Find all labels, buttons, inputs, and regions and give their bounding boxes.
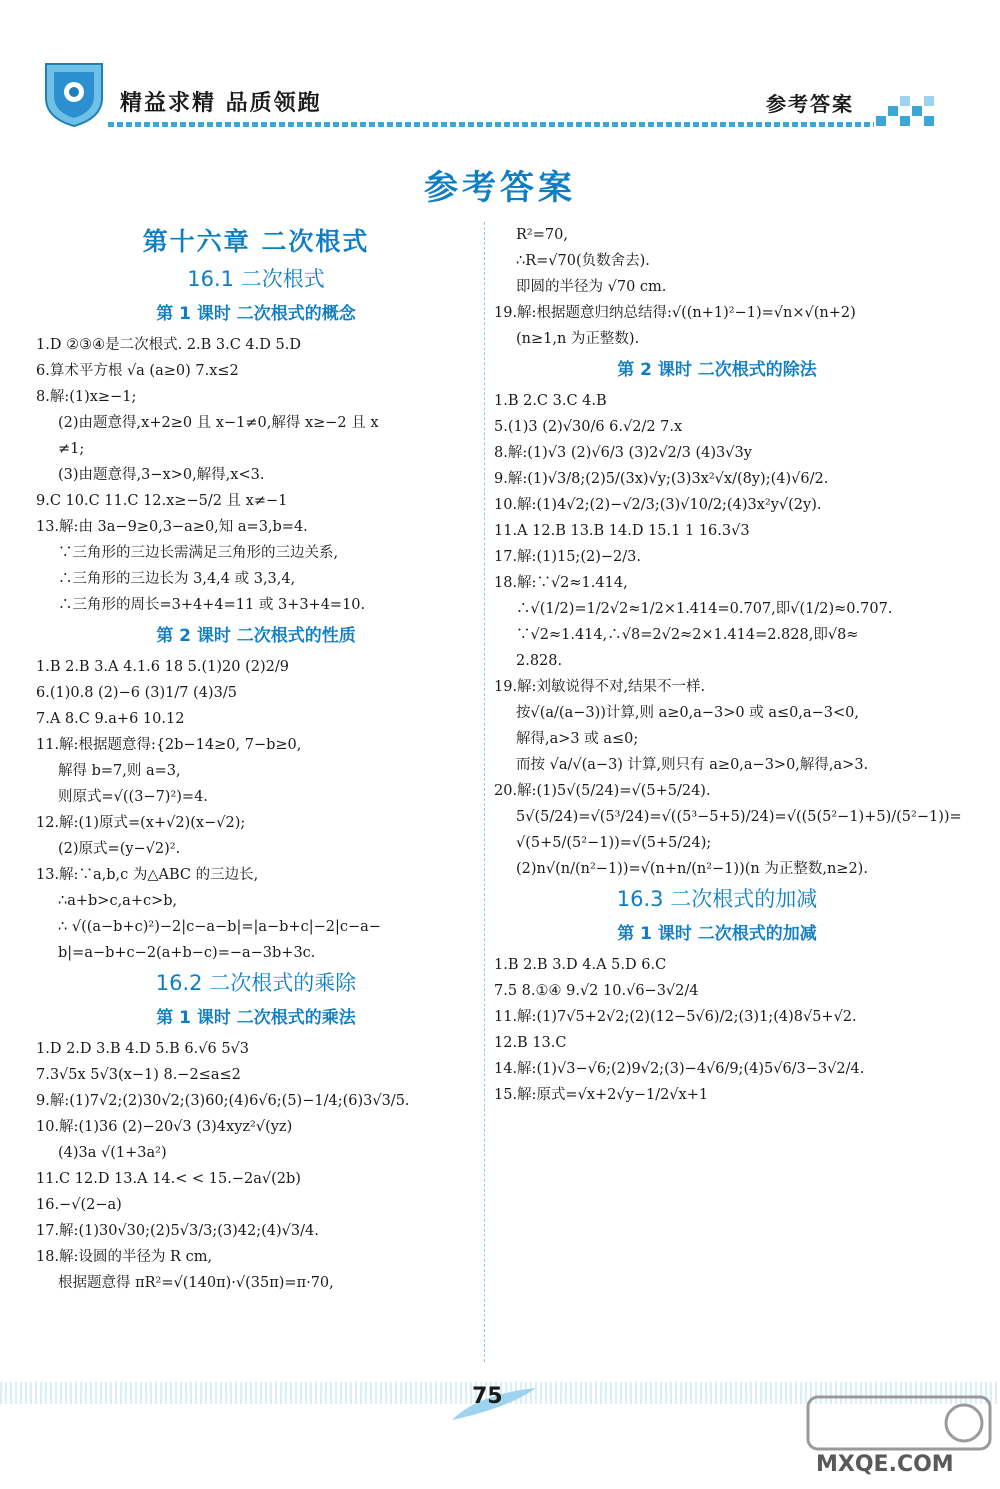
answer-line-continued: 则原式=√((3−7)²)=4.	[58, 789, 208, 805]
answer-line-continued: √(5+5/(5²−1))=√(5+5/24);	[516, 835, 712, 851]
answer-line: 18.解:设圆的半径为 R cm,	[36, 1249, 213, 1265]
answer-line: 11.解:(1)7√5+2√2;(2)(12−5√6)/2;(3)1;(4)8√5+√2.	[494, 1009, 857, 1025]
page-number: 75	[472, 1384, 503, 1409]
answer-line-continued: 解得,a>3 或 a≤0;	[516, 731, 639, 747]
answer-line: 17.解:(1)30√30;(2)5√3/3;(3)42;(4)√3/4.	[36, 1223, 319, 1239]
answer-line-continued: 解得 b=7,则 a=3,	[58, 763, 181, 779]
lesson-heading: 第 2 课时 二次根式的性质	[156, 626, 356, 646]
answer-line-continued: (2)n√(n/(n²−1))=√(n+n/(n²−1))(n 为正整数,n≥2).	[516, 861, 868, 877]
answer-line: 10.解:(1)4√2;(2)−√2/3;(3)√10/2;(4)3x²y√(2y).	[494, 497, 822, 513]
answer-line: 13.解:∵a,b,c 为△ABC 的三边长,	[36, 867, 259, 883]
answer-line-continued: ∴√(1/2)=1/2√2≈1/2×1.414=0.707,即√(1/2)≈0.707.	[516, 601, 893, 617]
answer-line: 11.解:根据题意得:{2b−14≥0, 7−b≥0,	[36, 737, 302, 753]
header-right-label: 参考答案	[766, 92, 854, 116]
answer-line-continued: (2)由题意得,x+2≥0 且 x−1≠0,解得 x≥−2 且 x	[58, 415, 379, 431]
answer-line: 15.解:原式=√x+2√y−1/2√x+1	[494, 1087, 709, 1103]
answer-line-continued: 按√(a/(a−3))计算,则 a≥0,a−3>0 或 a≤0,a−3<0,	[516, 705, 860, 721]
checker-decoration-icon	[876, 88, 936, 128]
answer-line: 13.解:由 3a−9≥0,3−a≥0,知 a=3,b=4.	[36, 519, 308, 535]
answer-line-continued: ∴三角形的周长=3+4+4=11 或 3+3+4=10.	[58, 597, 366, 613]
lesson-heading: 第 2 课时 二次根式的除法	[617, 360, 817, 380]
answer-line: 9.解:(1)√3/8;(2)5/(3x)√y;(3)3x²√x/(8y);(4)√6/2.	[494, 471, 829, 487]
answer-line: 19.解:刘敏说得不对,结果不一样.	[494, 679, 706, 695]
header-divider	[108, 122, 874, 127]
section-heading: 16.1 二次根式	[187, 267, 325, 291]
answer-line: 14.解:(1)√3−√6;(2)9√2;(3)−4√6/9;(4)5√6/3−3√2/4.	[494, 1061, 865, 1077]
lesson-heading: 第 1 课时 二次根式的乘法	[156, 1008, 356, 1028]
answer-line: 7.A 8.C 9.a+6 10.12	[36, 711, 185, 727]
answer-line-continued: (4)3a √(1+3a²)	[58, 1145, 167, 1161]
answer-line-continued: 即圆的半径为 √70 cm.	[516, 279, 667, 295]
answer-line: 10.解:(1)36 (2)−20√3 (3)4xyz²√(yz)	[36, 1119, 293, 1135]
answer-line: 12.B 13.C	[494, 1035, 567, 1051]
section-heading: 16.2 二次根式的乘除	[155, 971, 357, 995]
answer-line-continued: ∴ √((a−b+c)²)−2|c−a−b|=|a−b+c|−2|c−a−	[58, 919, 381, 935]
lesson-heading: 第 1 课时 二次根式的加减	[617, 924, 817, 944]
answer-line: 9.解:(1)7√2;(2)30√2;(3)60;(4)6√6;(5)−1/4;(6)3√3/5.	[36, 1093, 410, 1109]
header-slogan: 精益求精 品质领跑	[120, 91, 322, 116]
answer-line: 9.C 10.C 11.C 12.x≥−5/2 且 x≠−1	[36, 493, 288, 509]
answer-line-continued: ∵√2≈1.414,∴√8=2√2≈2×1.414=2.828,即√8≈	[516, 627, 859, 643]
answer-line: 8.解:(1)√3 (2)√6/3 (3)2√2/3 (4)3√3y	[494, 445, 752, 461]
answer-line: 7.3√5x 5√3(x−1) 8.−2≤a≤2	[36, 1067, 241, 1083]
answer-line: 1.D 2.D 3.B 4.D 5.B 6.√6 5√3	[36, 1041, 250, 1057]
answer-line-continued: (n≥1,n 为正整数).	[516, 331, 640, 347]
answer-line: 1.D ②③④是二次根式. 2.B 3.C 4.D 5.D	[36, 337, 301, 353]
page-header	[0, 0, 1000, 140]
chapter-heading: 第十六章 二次根式	[142, 227, 370, 256]
answer-line-continued: 2.828.	[516, 653, 563, 669]
answer-line: 11.C 12.D 13.A 14.< < 15.−2a√(2b)	[36, 1171, 301, 1187]
answer-line: 18.解:∵√2≈1.414,	[494, 575, 628, 591]
answer-line: 5.(1)3 (2)√30/6 6.√2/2 7.x	[494, 419, 683, 435]
answer-line-continued: 而按 √a/√(a−3) 计算,则只有 a≥0,a−3>0,解得,a>3.	[516, 757, 869, 773]
school-badge-icon	[40, 58, 108, 128]
answer-line: 16.−√(2−a)	[36, 1197, 122, 1213]
watermark-text: MXQE.COM	[816, 1452, 954, 1477]
answer-line-continued: b|=a−b+c−2(a+b−c)=−a−3b+3c.	[58, 945, 316, 961]
page-title: 参考答案	[424, 168, 576, 208]
answer-line: 1.B 2.C 3.C 4.B	[494, 393, 607, 409]
lesson-heading: 第 1 课时 二次根式的概念	[156, 304, 356, 324]
answer-line-continued: 根据题意得 πR²=√(140π)·√(35π)=π·70,	[58, 1275, 334, 1291]
right-column	[494, 222, 962, 1108]
answer-line: 7.5 8.①④ 9.√2 10.√6−3√2/4	[494, 983, 699, 999]
answer-line-continued: ∴R=√70(负数舍去).	[516, 253, 650, 269]
answer-line: 8.解:(1)x≥−1;	[36, 389, 137, 405]
answer-line-continued: ∵三角形的三边长需满足三角形的三边关系,	[58, 545, 339, 561]
answer-line: 6.算术平方根 √a (a≥0) 7.x≤2	[36, 363, 239, 379]
left-column	[36, 222, 476, 1296]
answer-line-continued: 5√(5/24)=√(5³/24)=√((5³−5+5)/24)=√((5(5²−1)+5)/(5²−1))=	[516, 809, 962, 825]
answer-line-continued: ∴三角形的三边长为 3,4,4 或 3,3,4,	[58, 571, 296, 587]
answer-line-continued: (3)由题意得,3−x>0,解得,x<3.	[58, 467, 265, 483]
answer-line: 11.A 12.B 13.B 14.D 15.1 1 16.3√3	[494, 523, 750, 539]
answer-line-continued: R²=70,	[516, 227, 568, 243]
answer-line: 17.解:(1)15;(2)−2/3.	[494, 549, 641, 565]
answer-line: 1.B 2.B 3.D 4.A 5.D 6.C	[494, 957, 667, 973]
answer-line-continued: ≠1;	[58, 441, 85, 457]
answer-line: 1.B 2.B 3.A 4.1.6 18 5.(1)20 (2)2/9	[36, 659, 289, 675]
answer-line: 6.(1)0.8 (2)−6 (3)1/7 (4)3/5	[36, 685, 237, 701]
answer-line: 19.解:根据题意归纳总结得:√((n+1)²−1)=√n×√(n+2)	[494, 305, 856, 321]
answer-line-continued: ∴a+b>c,a+c>b,	[58, 893, 178, 909]
answer-line-continued: (2)原式=(y−√2)².	[58, 841, 181, 857]
answer-line: 20.解:(1)5√(5/24)=√(5+5/24).	[494, 783, 711, 799]
section-heading: 16.3 二次根式的加减	[616, 887, 818, 911]
answer-line: 12.解:(1)原式=(x+√2)(x−√2);	[36, 815, 246, 831]
column-divider	[484, 222, 485, 1362]
